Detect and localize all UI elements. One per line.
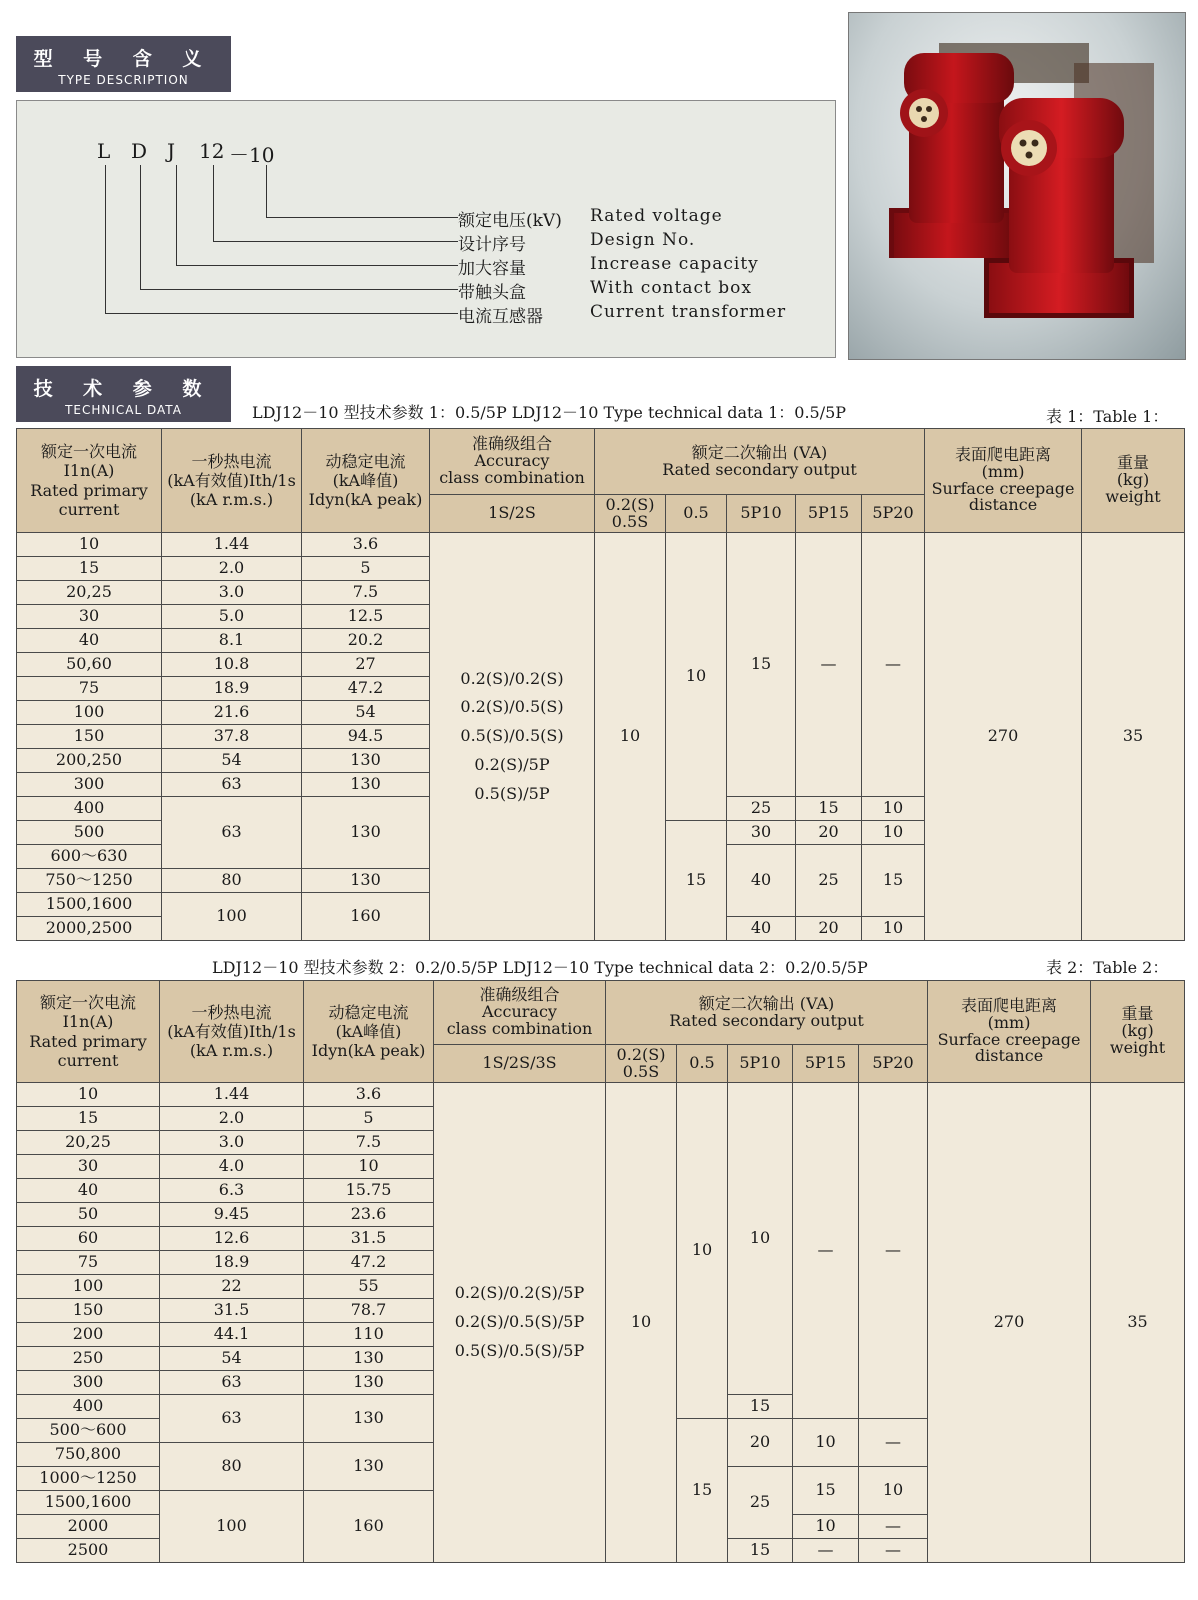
- table-cell: 15: [728, 1539, 793, 1563]
- table-cell: 5.0: [162, 605, 302, 629]
- type-item-zh: 电流互感器: [458, 307, 543, 327]
- table-cell: 130: [304, 1347, 434, 1371]
- table-cell: 15: [17, 557, 162, 581]
- table-cell: 15.75: [304, 1179, 434, 1203]
- table-cell: 10: [862, 797, 925, 821]
- header-primary-current: 额定一次电流 I1n(A) Rated primary current: [17, 981, 160, 1083]
- table-cell: 160: [304, 1491, 434, 1563]
- type-item-zh: 额定电压(kV): [458, 211, 562, 231]
- table-cell: 15: [796, 797, 862, 821]
- leader-line: [176, 265, 458, 266]
- table-cell: 37.8: [162, 725, 302, 749]
- table-cell: 750,800: [17, 1443, 160, 1467]
- type-description-title-zh: 型 号 含 义: [33, 48, 214, 70]
- table-cell: —: [796, 533, 862, 797]
- code-voltage: －10: [229, 143, 275, 167]
- table-cell-accuracy: 0.2(S)/0.2(S)/5P 0.2(S)/0.5(S)/5P 0.5(S)/0.5(S)/5P: [434, 1083, 606, 1563]
- header-creepage: 表面爬电距离 (mm) Surface creepage distance: [925, 429, 1082, 533]
- table-cell: 18.9: [162, 677, 302, 701]
- table-cell: 15: [862, 845, 925, 917]
- table-cell: 130: [302, 869, 430, 893]
- table-cell: 200,250: [17, 749, 162, 773]
- table-cell: 2.0: [162, 557, 302, 581]
- table-cell: 9.45: [160, 1203, 304, 1227]
- table-cell: 31.5: [160, 1299, 304, 1323]
- table-cell: 10: [304, 1155, 434, 1179]
- code-letter-l: L: [97, 139, 111, 163]
- table-cell: 3.0: [160, 1131, 304, 1155]
- table-cell: 10: [666, 533, 727, 821]
- type-item-zh: 带触头盒: [458, 283, 526, 303]
- header-output-05: 0.5: [677, 1045, 728, 1083]
- header-creepage: 表面爬电距离 (mm) Surface creepage distance: [928, 981, 1091, 1083]
- table-cell: 3.0: [162, 581, 302, 605]
- table-cell: 63: [160, 1371, 304, 1395]
- table-cell: 30: [17, 1155, 160, 1179]
- leader-line: [213, 241, 458, 242]
- table-cell: —: [859, 1539, 928, 1563]
- table-cell: 31.5: [304, 1227, 434, 1251]
- header-dynamic-current: 动稳定电流 (kA峰值) Idyn(kA peak): [302, 429, 430, 533]
- table-cell: 40: [727, 845, 796, 917]
- table-cell: 10: [793, 1419, 859, 1467]
- table-cell: 50,60: [17, 653, 162, 677]
- header-secondary-output: 额定二次输出 (VA) Rated secondary output: [595, 429, 925, 495]
- leader-line: [266, 165, 267, 217]
- table-cell: 10: [859, 1467, 928, 1515]
- header-thermal-current: 一秒热电流 (kA有效值)Ith/1s (kA r.m.s.): [162, 429, 302, 533]
- table-cell: 78.7: [304, 1299, 434, 1323]
- table-cell: 23.6: [304, 1203, 434, 1227]
- header-output-5p15: 5P15: [793, 1045, 859, 1083]
- table1-caption: LDJ12－10 型技术参数 1：0.5/5P LDJ12－10 Type technical data 1：0.5/5P: [252, 403, 847, 422]
- code-letter-d: D: [131, 139, 148, 163]
- table-cell: 20: [796, 821, 862, 845]
- leader-line: [213, 165, 214, 241]
- table-cell: 1500,1600: [17, 1491, 160, 1515]
- table-cell: —: [859, 1419, 928, 1467]
- table-cell: 6.3: [160, 1179, 304, 1203]
- table-cell: 10: [17, 533, 162, 557]
- leader-line: [105, 313, 458, 314]
- table-cell: 130: [304, 1443, 434, 1491]
- table-cell: 63: [162, 797, 302, 869]
- header-weight: 重量 (kg) weight: [1091, 981, 1185, 1083]
- table-cell: 110: [304, 1323, 434, 1347]
- technical-data-header: [16, 366, 231, 422]
- table-cell: 400: [17, 797, 162, 821]
- table-cell: 55: [304, 1275, 434, 1299]
- table-cell: 44.1: [160, 1323, 304, 1347]
- table-cell: 10: [862, 917, 925, 941]
- table-cell: 300: [17, 1371, 160, 1395]
- table-cell: 130: [302, 797, 430, 869]
- table-cell: 130: [304, 1371, 434, 1395]
- table-cell: 2000: [17, 1515, 160, 1539]
- table-cell: 15: [793, 1467, 859, 1515]
- header-accuracy-sub: 1S/2S/3S: [434, 1045, 606, 1083]
- header-weight: 重量 (kg) weight: [1082, 429, 1185, 533]
- header-output-5p20: 5P20: [859, 1045, 928, 1083]
- header-output-5p10: 5P10: [728, 1045, 793, 1083]
- type-description-header: [16, 36, 231, 92]
- table-cell: 10: [793, 1515, 859, 1539]
- table-cell: 270: [928, 1083, 1091, 1563]
- table-cell: 250: [17, 1347, 160, 1371]
- table-cell: 150: [17, 1299, 160, 1323]
- table-cell: 100: [17, 1275, 160, 1299]
- table-cell: 150: [17, 725, 162, 749]
- table-cell: 30: [17, 605, 162, 629]
- header-output-02s: 0.2(S) 0.5S: [606, 1045, 677, 1083]
- table-cell: 1000～1250: [17, 1467, 160, 1491]
- table-cell: 22: [160, 1275, 304, 1299]
- table-cell: 15: [17, 1107, 160, 1131]
- table-cell: 30: [727, 821, 796, 845]
- table-cell: 18.9: [160, 1251, 304, 1275]
- table-cell: 20: [728, 1419, 793, 1467]
- type-description-title-en: TYPE DESCRIPTION: [58, 73, 189, 87]
- table-cell: 1.44: [160, 1083, 304, 1107]
- table-cell: 12.6: [160, 1227, 304, 1251]
- leader-line: [266, 217, 458, 218]
- table-cell: 2000,2500: [17, 917, 162, 941]
- table-cell: 7.5: [304, 1131, 434, 1155]
- table-cell: 500: [17, 821, 162, 845]
- table-cell: 75: [17, 1251, 160, 1275]
- table-cell: 160: [302, 893, 430, 941]
- leader-line: [176, 165, 177, 265]
- table-cell: 270: [925, 533, 1082, 941]
- table-cell: —: [793, 1539, 859, 1563]
- table-cell-accuracy: 0.2(S)/0.2(S) 0.2(S)/0.5(S) 0.5(S)/0.5(S) 0.2(S)/5P 0.5(S)/5P: [430, 533, 595, 941]
- table-cell: 25: [728, 1467, 793, 1539]
- table-cell: 12.5: [302, 605, 430, 629]
- table-cell: 130: [304, 1395, 434, 1443]
- technical-data-table-1: [16, 428, 1185, 941]
- header-thermal-current: 一秒热电流 (kA有效值)Ith/1s (kA r.m.s.): [160, 981, 304, 1083]
- technical-data-table-2: [16, 980, 1185, 1563]
- table-cell: 100: [160, 1491, 304, 1563]
- table-cell: 40: [17, 1179, 160, 1203]
- table-cell: 25: [727, 797, 796, 821]
- table-cell: 3.6: [302, 533, 430, 557]
- table-cell: 15: [728, 1395, 793, 1419]
- table-cell: 10: [595, 533, 666, 941]
- table-cell: 600～630: [17, 845, 162, 869]
- table-cell: 63: [162, 773, 302, 797]
- table-cell: 15: [677, 1419, 728, 1563]
- table-cell: 400: [17, 1395, 160, 1419]
- table1-label: 表 1：Table 1：: [1046, 407, 1169, 426]
- table-cell: 15: [727, 533, 796, 797]
- header-output-5p20: 5P20: [862, 495, 925, 533]
- table-cell: 130: [302, 773, 430, 797]
- leader-line: [140, 165, 141, 289]
- header-accuracy-sub: 1S/2S: [430, 495, 595, 533]
- header-accuracy: 准确级组合 Accuracy class combination: [430, 429, 595, 495]
- table-cell: 54: [302, 701, 430, 725]
- table-cell: —: [859, 1515, 928, 1539]
- table-cell: —: [793, 1083, 859, 1419]
- table-cell: 54: [160, 1347, 304, 1371]
- code-letter-j: J: [167, 139, 176, 163]
- table-cell: 5: [304, 1107, 434, 1131]
- table-cell: 47.2: [302, 677, 430, 701]
- table-cell: 1.44: [162, 533, 302, 557]
- table-cell: 1500,1600: [17, 893, 162, 917]
- table-cell: 15: [666, 821, 727, 941]
- header-dynamic-current: 动稳定电流 (kA峰值) Idyn(kA peak): [304, 981, 434, 1083]
- table-cell: 80: [160, 1443, 304, 1491]
- table-cell: 27: [302, 653, 430, 677]
- table-cell: 35: [1091, 1083, 1185, 1563]
- table-cell: 94.5: [302, 725, 430, 749]
- table-cell: 47.2: [304, 1251, 434, 1275]
- table-cell: 20,25: [17, 1131, 160, 1155]
- table-cell: 40: [727, 917, 796, 941]
- header-accuracy: 准确级组合 Accuracy class combination: [434, 981, 606, 1045]
- code-design-no: 12: [199, 139, 225, 163]
- table-cell: 20.2: [302, 629, 430, 653]
- table-cell: 50: [17, 1203, 160, 1227]
- table-cell: 130: [302, 749, 430, 773]
- product-photo: [848, 12, 1186, 360]
- table-cell: 100: [162, 893, 302, 941]
- header-output-5p10: 5P10: [727, 495, 796, 533]
- table-cell: 7.5: [302, 581, 430, 605]
- table-cell: 54: [162, 749, 302, 773]
- type-item-en: Increase capacity: [590, 254, 759, 274]
- table-cell: 63: [160, 1395, 304, 1443]
- leader-line: [140, 289, 458, 290]
- table-cell: 10: [17, 1083, 160, 1107]
- type-item-zh: 加大容量: [458, 259, 526, 279]
- table-cell: —: [859, 1083, 928, 1419]
- type-item-en: Design No.: [590, 230, 696, 250]
- table-cell: 10: [728, 1083, 793, 1395]
- table2-label: 表 2：Table 2：: [1046, 958, 1169, 977]
- header-output-5p15: 5P15: [796, 495, 862, 533]
- table-cell: 300: [17, 773, 162, 797]
- technical-data-title-zh: 技 术 参 数: [33, 378, 214, 400]
- header-primary-current: 额定一次电流 I1n(A) Rated primary current: [17, 429, 162, 533]
- header-output-02s: 0.2(S) 0.5S: [595, 495, 666, 533]
- table-cell: 500～600: [17, 1419, 160, 1443]
- table-cell: 8.1: [162, 629, 302, 653]
- table-cell: 80: [162, 869, 302, 893]
- table-cell: 21.6: [162, 701, 302, 725]
- table-cell: 40: [17, 629, 162, 653]
- table-cell: 2500: [17, 1539, 160, 1563]
- table-cell: 25: [796, 845, 862, 917]
- table-cell: 60: [17, 1227, 160, 1251]
- table2-caption: LDJ12－10 型技术参数 2：0.2/0.5/5P LDJ12－10 Type technical data 2：0.2/0.5/5P: [212, 958, 868, 977]
- header-output-05: 0.5: [666, 495, 727, 533]
- technical-data-title-en: TECHNICAL DATA: [65, 403, 182, 417]
- table-cell: 100: [17, 701, 162, 725]
- table-cell: —: [862, 533, 925, 797]
- table-cell: 3.6: [304, 1083, 434, 1107]
- table-cell: 35: [1082, 533, 1185, 941]
- table-cell: 750～1250: [17, 869, 162, 893]
- table-cell: 2.0: [160, 1107, 304, 1131]
- table-cell: 10: [862, 821, 925, 845]
- current-transformer-image: [849, 13, 1185, 359]
- table-cell: 4.0: [160, 1155, 304, 1179]
- type-item-en: With contact box: [590, 278, 752, 298]
- type-item-zh: 设计序号: [458, 235, 526, 255]
- header-secondary-output: 额定二次输出 (VA) Rated secondary output: [606, 981, 928, 1045]
- table-cell: 10: [606, 1083, 677, 1563]
- table-cell: 200: [17, 1323, 160, 1347]
- table-cell: 20: [796, 917, 862, 941]
- table-cell: 75: [17, 677, 162, 701]
- type-item-en: Rated voltage: [590, 206, 723, 226]
- type-description-diagram: [16, 100, 836, 358]
- table-cell: 10.8: [162, 653, 302, 677]
- table-cell: 10: [677, 1083, 728, 1419]
- table-cell: 5: [302, 557, 430, 581]
- leader-line: [105, 165, 106, 313]
- table-cell: 20,25: [17, 581, 162, 605]
- type-item-en: Current transformer: [590, 302, 787, 322]
